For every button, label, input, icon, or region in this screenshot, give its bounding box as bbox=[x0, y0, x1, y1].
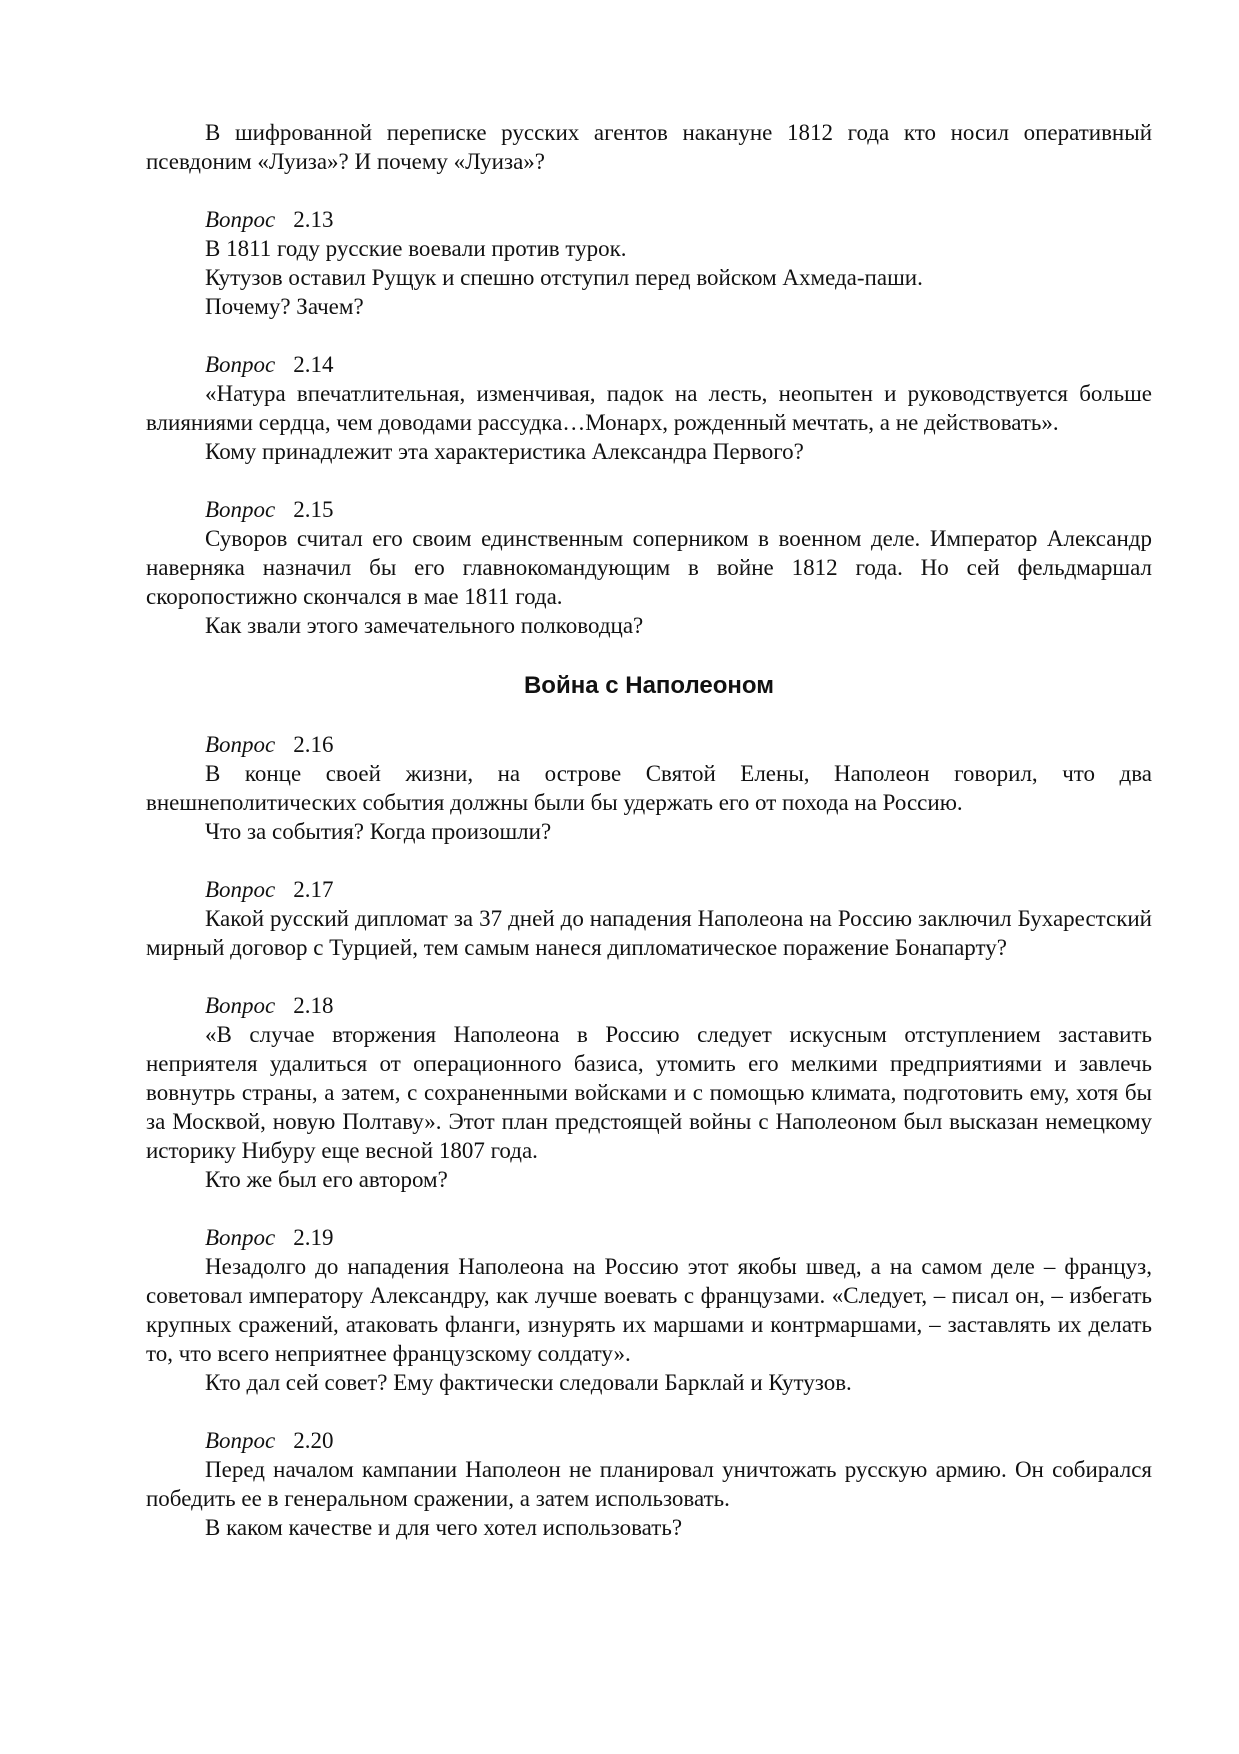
question-prompt: Кто дал сей совет? Ему фактически следовали Барклай и Кутузов. bbox=[205, 1370, 852, 1395]
question-prompt: Как звали этого замечательного полководца? bbox=[205, 613, 644, 638]
question-word: Вопрос bbox=[205, 732, 276, 757]
question-prompt: В каком качестве и для чего хотел использовать? bbox=[205, 1515, 683, 1540]
question-text: Суворов считал его своим единственным соперником в военном деле. Император Александр наверняка назначил бы его главнокомандующим в войне 1812 года. Но сей фельдмаршал скоропостижно скончался в мае 1811 года. bbox=[146, 526, 1152, 609]
question-2-14 bbox=[146, 350, 1152, 466]
question-word: Вопрос bbox=[205, 877, 276, 902]
question-text: Незадолго до нападения Наполеона на Россию этот якобы швед, а на самом деле – француз, советовал императору Александру, как лучше воевать с французами. «Следует, – писал он, – избегать крупных сражений, атаковать фланги, изнурять их маршами и контрмаршами, – заставлять их делать то, что всего неприятнее французскому солдату». bbox=[146, 1254, 1152, 1366]
question-number: 2.16 bbox=[293, 732, 334, 757]
question-text: Перед началом кампании Наполеон не планировал уничтожать русскую армию. Он собирался победить ее в генеральном сражении, а затем использовать. bbox=[146, 1457, 1152, 1511]
question-text: «В случае вторжения Наполеона в Россию следует искусным отступлением заставить неприятеля удалиться от операционного базиса, утомить его мелкими предприятиями и завлечь вовнутрь страны, а затем, с сохраненными войсками и с помощью климата, подготовить ему, хотя бы за Москвой, новую Полтаву». Этот план предстоящей войны с Наполеоном был высказан немецкому историку Нибуру еще весной 1807 года. bbox=[146, 1022, 1152, 1163]
question-number: 2.17 bbox=[293, 877, 334, 902]
question-text-line: В 1811 году русские воевали против турок. bbox=[205, 236, 627, 261]
section-heading: Война с Наполеоном bbox=[523, 672, 775, 699]
question-2-16 bbox=[146, 730, 1152, 846]
question-number: 2.15 bbox=[293, 497, 334, 522]
question-number: 2.18 bbox=[293, 993, 334, 1018]
question-label bbox=[146, 1223, 1152, 1252]
question-word: Вопрос bbox=[205, 207, 276, 232]
question-word: Вопрос bbox=[205, 497, 276, 522]
question-label bbox=[146, 1426, 1152, 1455]
question-2-17 bbox=[146, 875, 1152, 962]
question-label bbox=[146, 495, 1152, 524]
question-text: «Натура впечатлительная, изменчивая, падок на лесть, неопытен и руководствуется больше влияниями сердца, чем доводами рассудка…Монарх, рожденный мечтать, а не действовать». bbox=[146, 381, 1152, 435]
question-word: Вопрос bbox=[205, 1225, 276, 1250]
question-label bbox=[146, 730, 1152, 759]
question-text: Какой русский дипломат за 37 дней до нападения Наполеона на Россию заключил Бухарестский мирный договор с Турцией, тем самым нанеся дипломатическое поражение Бонапарту? bbox=[146, 906, 1152, 960]
question-2-13 bbox=[146, 205, 1152, 321]
question-word: Вопрос bbox=[205, 993, 276, 1018]
question-word: Вопрос bbox=[205, 1428, 276, 1453]
question-text-line: Кутузов оставил Рущук и спешно отступил перед войском Ахмеда-паши. bbox=[205, 265, 923, 290]
question-text: В конце своей жизни, на острове Святой Елены, Наполеон говорил, что два внешнеполитических события должны были бы удержать его от похода на Россию. bbox=[146, 761, 1152, 815]
question-2-19 bbox=[146, 1223, 1152, 1397]
question-2-15 bbox=[146, 495, 1152, 640]
question-label bbox=[146, 875, 1152, 904]
page-content bbox=[146, 118, 1152, 1542]
question-label bbox=[146, 205, 1152, 234]
question-text-line: Почему? Зачем? bbox=[205, 294, 364, 319]
question-label bbox=[146, 991, 1152, 1020]
question-prompt: Кто же был его автором? bbox=[205, 1167, 448, 1192]
question-label bbox=[146, 350, 1152, 379]
question-prompt: Кому принадлежит эта характеристика Александра Первого? bbox=[205, 439, 804, 464]
question-2-18 bbox=[146, 991, 1152, 1194]
question-number: 2.13 bbox=[293, 207, 334, 232]
question-word: Вопрос bbox=[205, 352, 276, 377]
intro-paragraph: В шифрованной переписке русских агентов накануне 1812 года кто носил оперативный псевдоним «Луиза»? И почему «Луиза»? bbox=[146, 120, 1152, 174]
question-2-20 bbox=[146, 1426, 1152, 1542]
question-number: 2.14 bbox=[293, 352, 334, 377]
question-number: 2.19 bbox=[293, 1225, 334, 1250]
question-prompt: Что за события? Когда произошли? bbox=[205, 819, 552, 844]
question-number: 2.20 bbox=[293, 1428, 334, 1453]
